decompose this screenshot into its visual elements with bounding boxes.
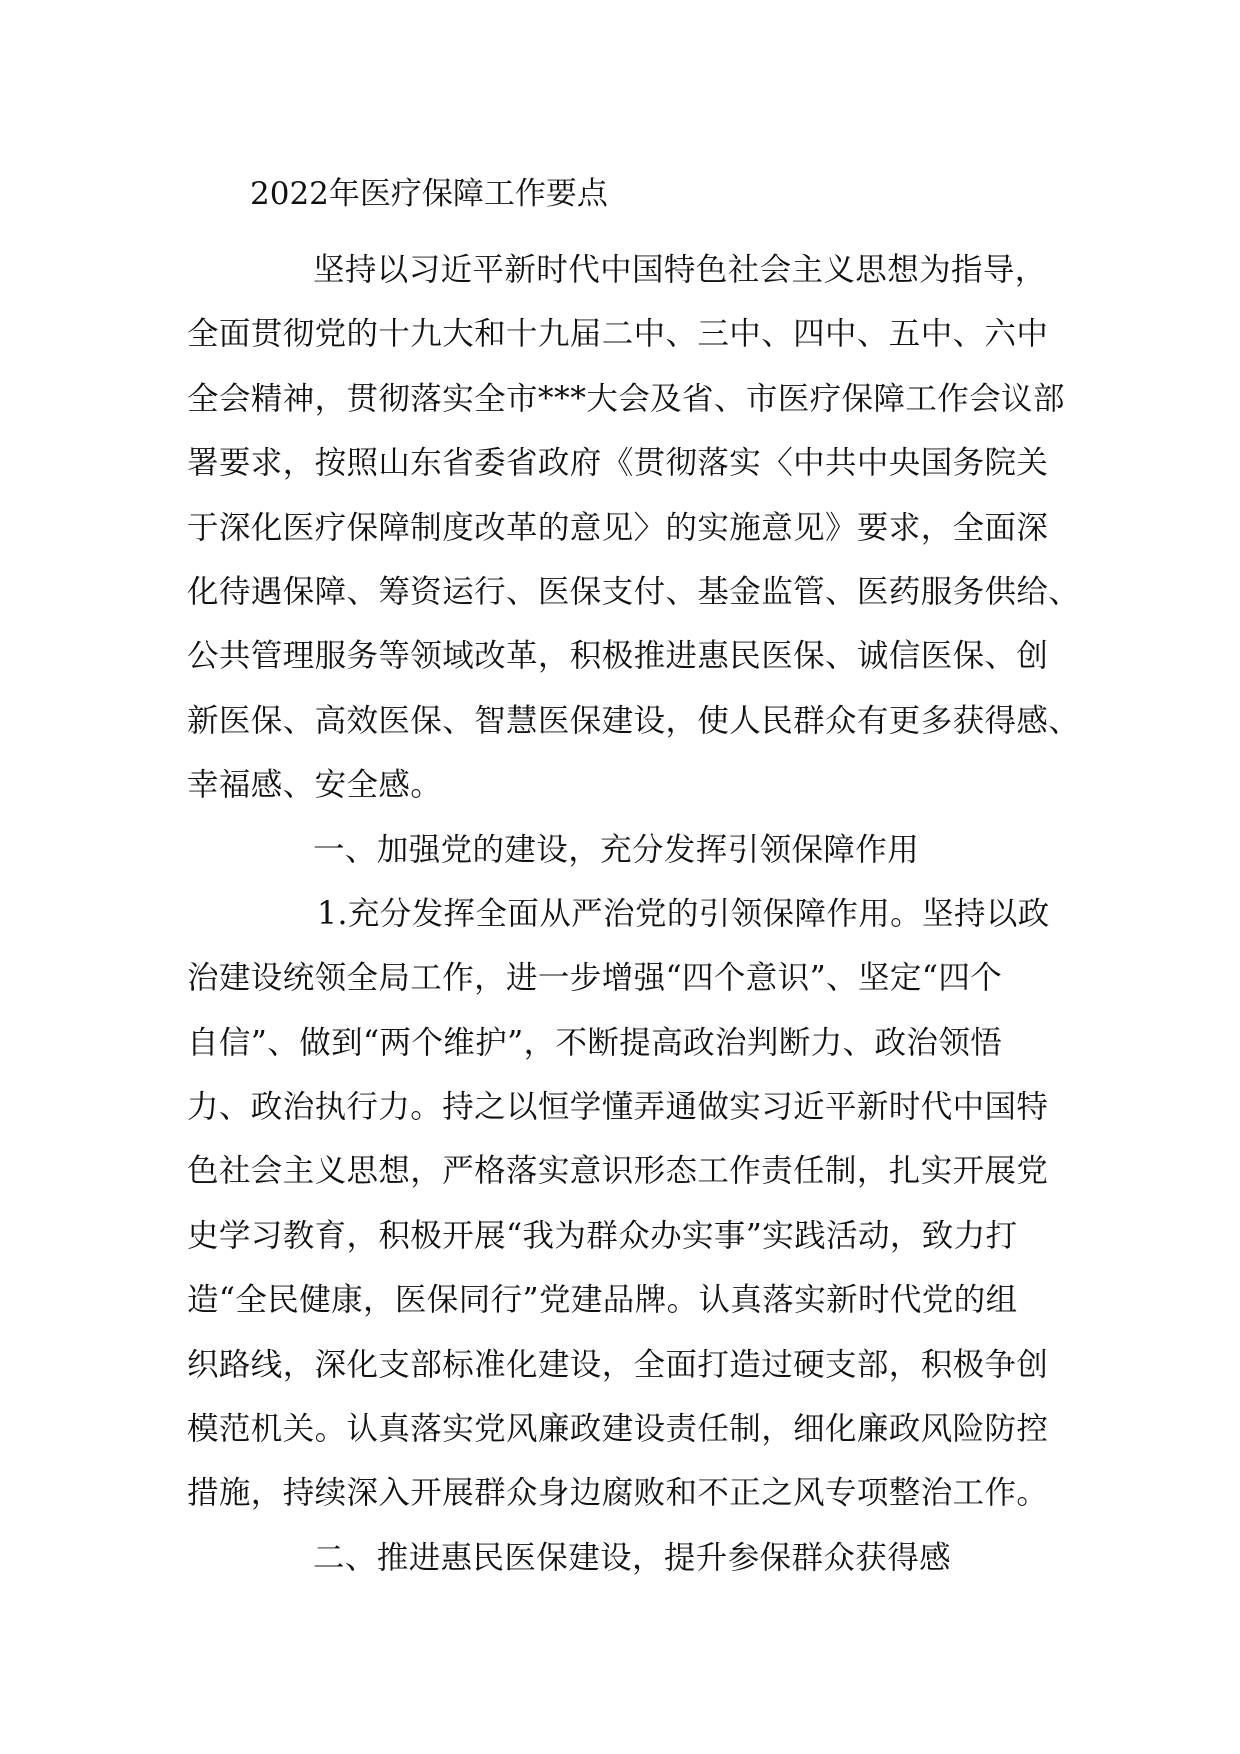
section-heading: 一、加强党的建设，充分发挥引领保障作用 [313, 831, 920, 868]
section-heading: 二、推进惠民医保建设，提升参保群众获得感 [313, 1539, 952, 1576]
paragraph-line: 全会精神，贯彻落实全市***大会及省、市医疗保障工作会议部 [187, 380, 1065, 417]
paragraph-line: 模范机关。认真落实党风廉政建设责任制，细化廉政风险防控 [187, 1411, 1049, 1448]
paragraph-line: 力、政治执行力。持之以恒学懂弄通做实习近平新时代中国特 [187, 1089, 1049, 1126]
paragraph-line: 坚持以习近平新时代中国特色社会主义思想为指导， [313, 252, 1047, 288]
paragraph-line: 全面贯彻党的十九大和十九届二中、三中、四中、五中、六中 [187, 316, 1049, 353]
paragraph-line: 化待遇保障、筹资运行、医保支付、基金监管、医药服务供给、 [187, 573, 1081, 610]
paragraph-line: 新医保、高效医保、智慧医保建设，使人民群众有更多获得感、 [187, 702, 1081, 739]
paragraph-line: 织路线，深化支部标准化建设，全面打造过硬支部，积极争创 [187, 1346, 1049, 1383]
paragraph-line: 署要求，按照山东省委省政府《贯彻落实〈中共中央国务院关 [187, 445, 1049, 482]
paragraph-line: 史学习教育，积极开展“我为群众办实事”实践活动，致力打 [187, 1217, 1018, 1254]
paragraph-line: 1.充分发挥全面从严治党的引领保障作用。坚持以政 [317, 895, 1050, 932]
paragraph-line: 幸福感、安全感。 [187, 767, 443, 804]
paragraph-line: 治建设统领全局工作，进一步增强“四个意识”、坚定“四个 [187, 960, 1003, 997]
document-title: 2022年医疗保障工作要点 [250, 176, 608, 212]
paragraph-line: 公共管理服务等领域改革，积极推进惠民医保、诚信医保、创 [187, 638, 1049, 675]
document-body [187, 238, 1081, 1590]
paragraph-line: 造“全民健康，医保同行”党建品牌。认真落实新时代党的组 [187, 1282, 1018, 1319]
paragraph-line: 于深化医疗保障制度改革的意见〉的实施意见》要求，全面深 [187, 509, 1049, 546]
paragraph-line: 自信”、做到“两个维护”，不断提高政治判断力、政治领悟 [187, 1024, 1003, 1061]
paragraph-line: 措施，持续深入开展群众身边腐败和不正之风专项整治工作。 [187, 1475, 1049, 1512]
paragraph-line: 色社会主义思想，严格落实意识形态工作责任制，扎实开展党 [187, 1153, 1049, 1190]
